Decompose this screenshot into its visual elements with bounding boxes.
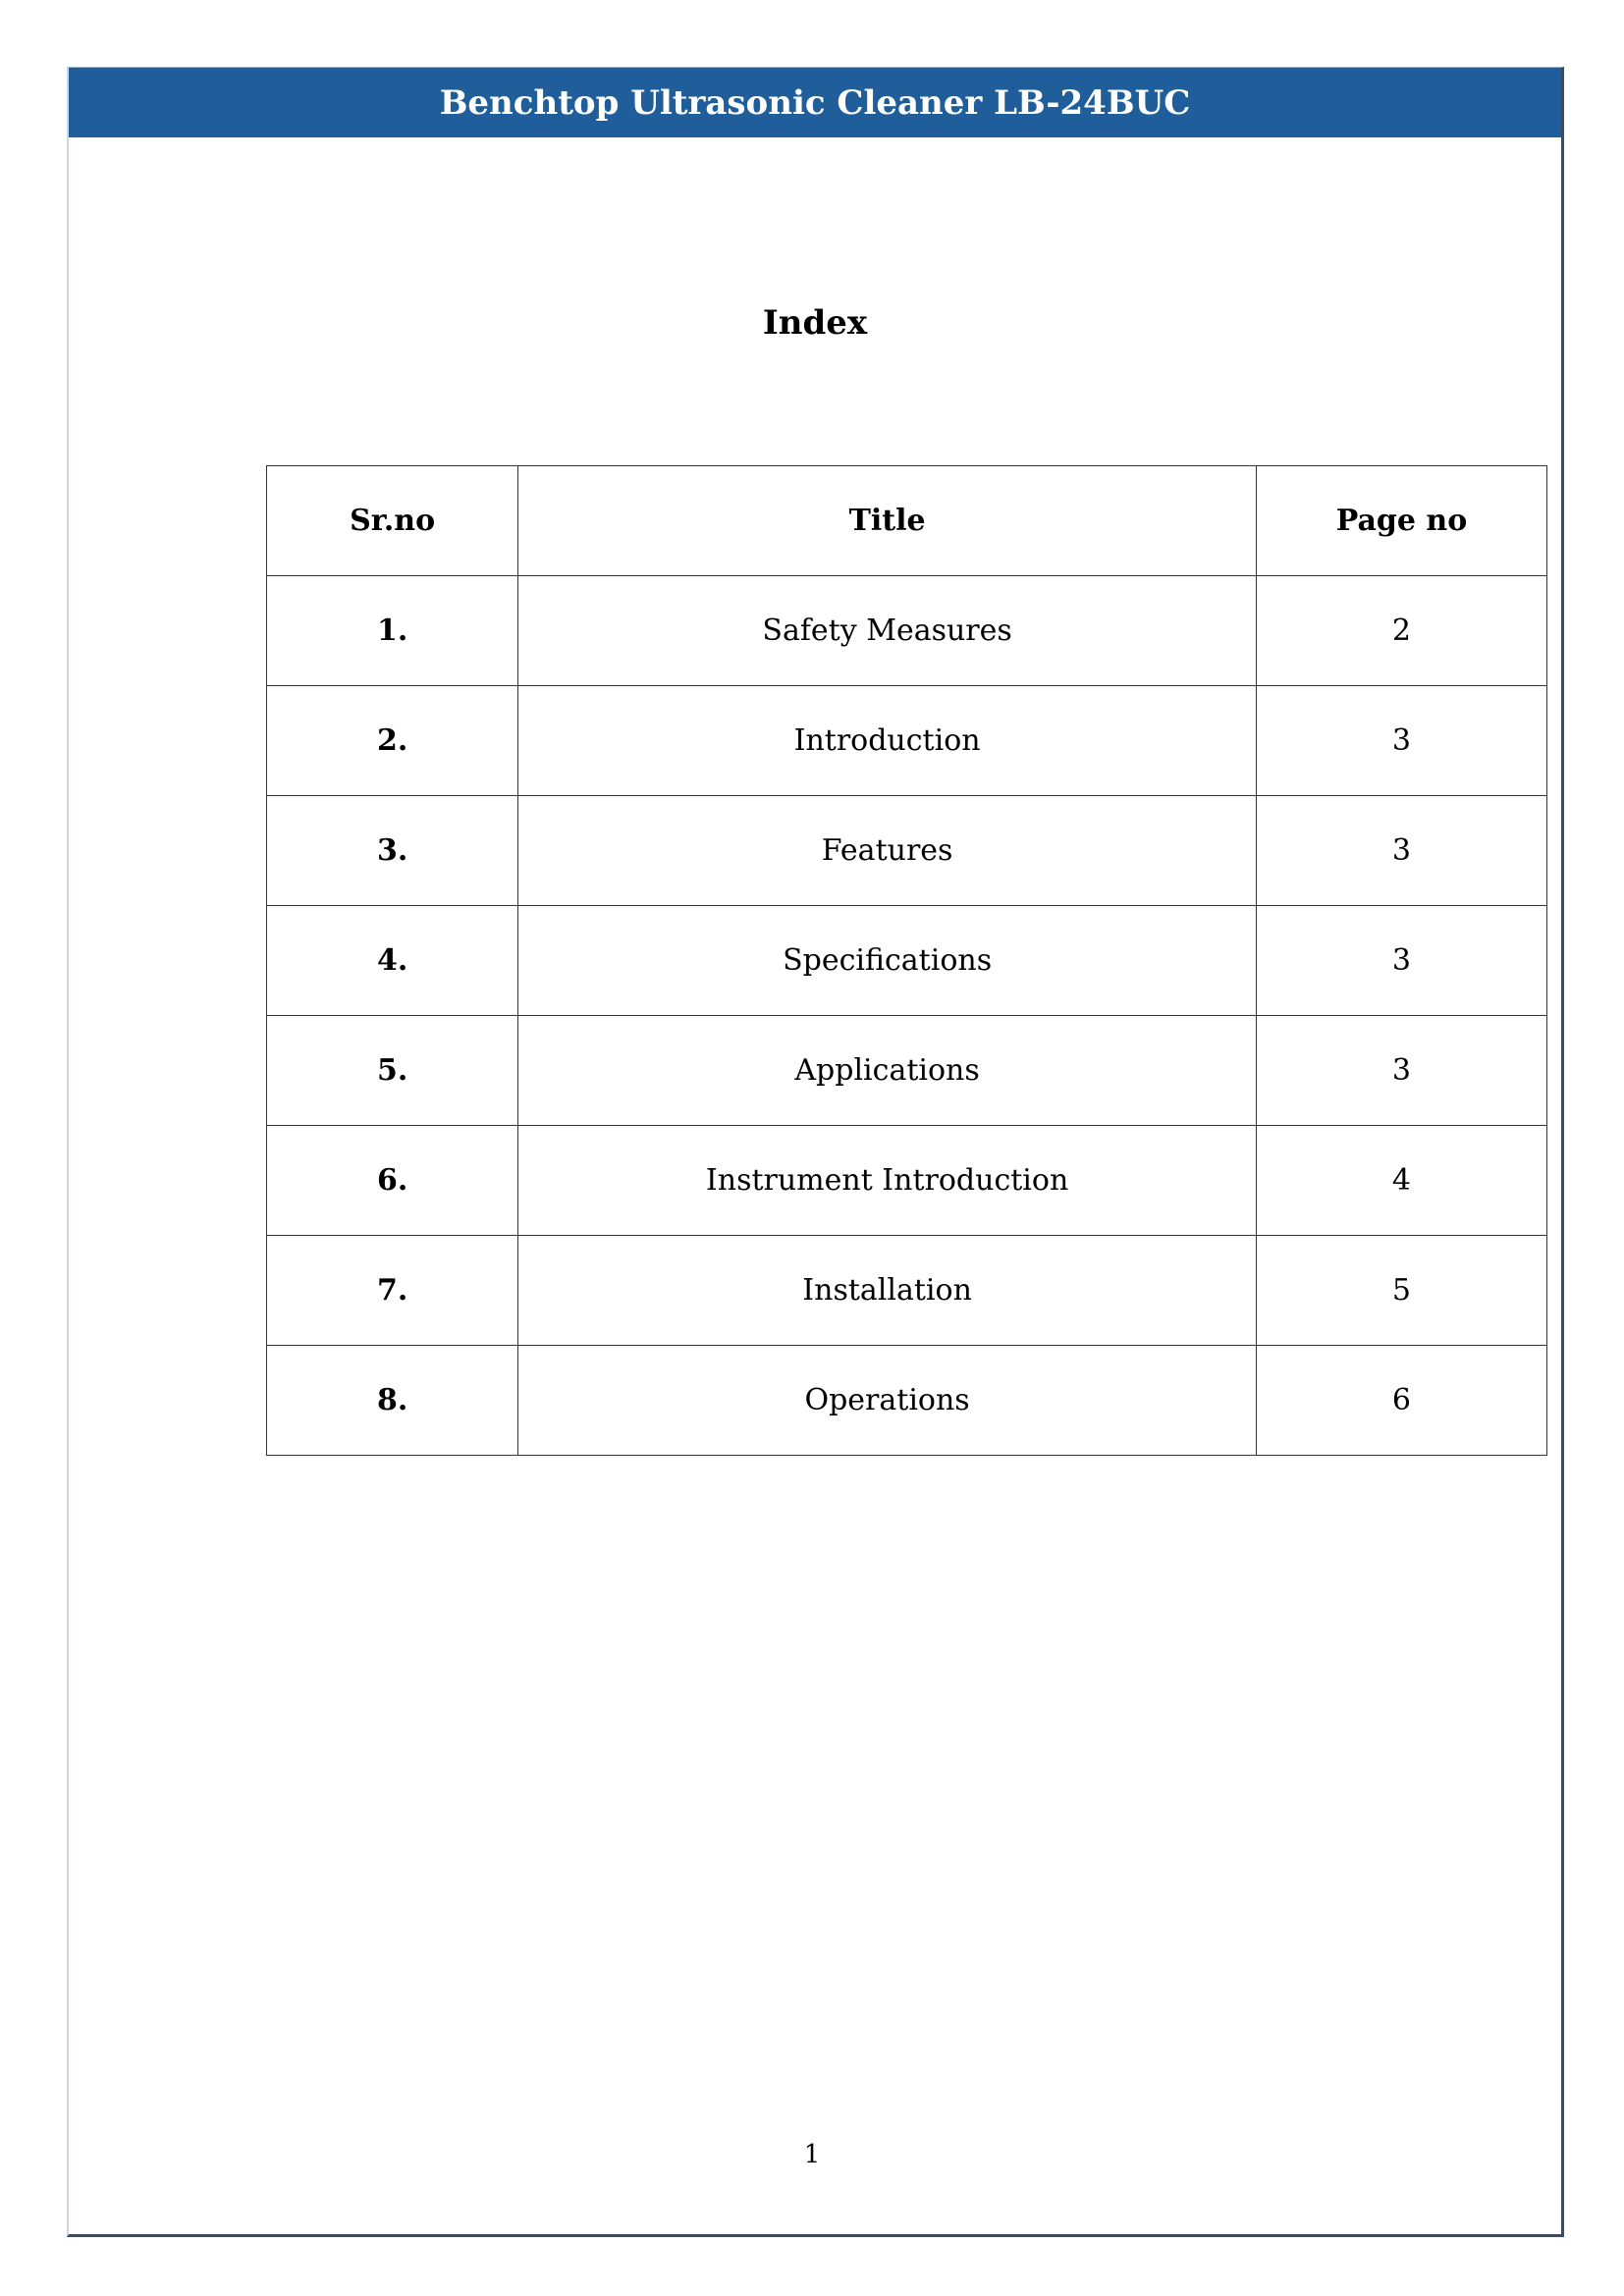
header-sr-no: Sr.no: [267, 466, 518, 576]
table-row: [267, 1346, 1547, 1456]
row-title: Applications: [518, 1016, 1257, 1126]
row-sr-no: 1.: [267, 576, 518, 686]
row-sr-no: 3.: [267, 796, 518, 906]
row-page-no: 3: [1256, 1016, 1546, 1126]
row-page-no: 5: [1256, 1236, 1546, 1346]
row-title: Specifications: [518, 906, 1257, 1016]
index-heading: Index: [762, 303, 868, 343]
index-table: [266, 465, 1547, 1456]
row-page-no: 3: [1256, 686, 1546, 796]
header-title: Title: [518, 466, 1257, 576]
document-title: Benchtop Ultrasonic Cleaner LB-24BUC: [439, 82, 1191, 123]
page-frame: [67, 67, 1564, 2237]
row-title: Introduction: [518, 686, 1257, 796]
table-row: [267, 1126, 1547, 1236]
table-row: [267, 796, 1547, 906]
row-title: Safety Measures: [518, 576, 1257, 686]
row-title: Installation: [518, 1236, 1257, 1346]
row-sr-no: 5.: [267, 1016, 518, 1126]
row-page-no: 3: [1256, 906, 1546, 1016]
row-page-no: 3: [1256, 796, 1546, 906]
table-row: [267, 686, 1547, 796]
row-sr-no: 8.: [267, 1346, 518, 1456]
document-header-bar: [69, 68, 1561, 137]
row-page-no: 2: [1256, 576, 1546, 686]
page-number: 1: [803, 2140, 821, 2169]
row-title: Features: [518, 796, 1257, 906]
row-sr-no: 6.: [267, 1126, 518, 1236]
row-title: Operations: [518, 1346, 1257, 1456]
table-row: [267, 1236, 1547, 1346]
table-header-row: [267, 466, 1547, 576]
row-page-no: 4: [1256, 1126, 1546, 1236]
row-sr-no: 4.: [267, 906, 518, 1016]
table-row: [267, 1016, 1547, 1126]
row-sr-no: 7.: [267, 1236, 518, 1346]
row-title: Instrument Introduction: [518, 1126, 1257, 1236]
header-page-no: Page no: [1256, 466, 1546, 576]
row-sr-no: 2.: [267, 686, 518, 796]
table-row: [267, 906, 1547, 1016]
row-page-no: 6: [1256, 1346, 1546, 1456]
table-row: [267, 576, 1547, 686]
